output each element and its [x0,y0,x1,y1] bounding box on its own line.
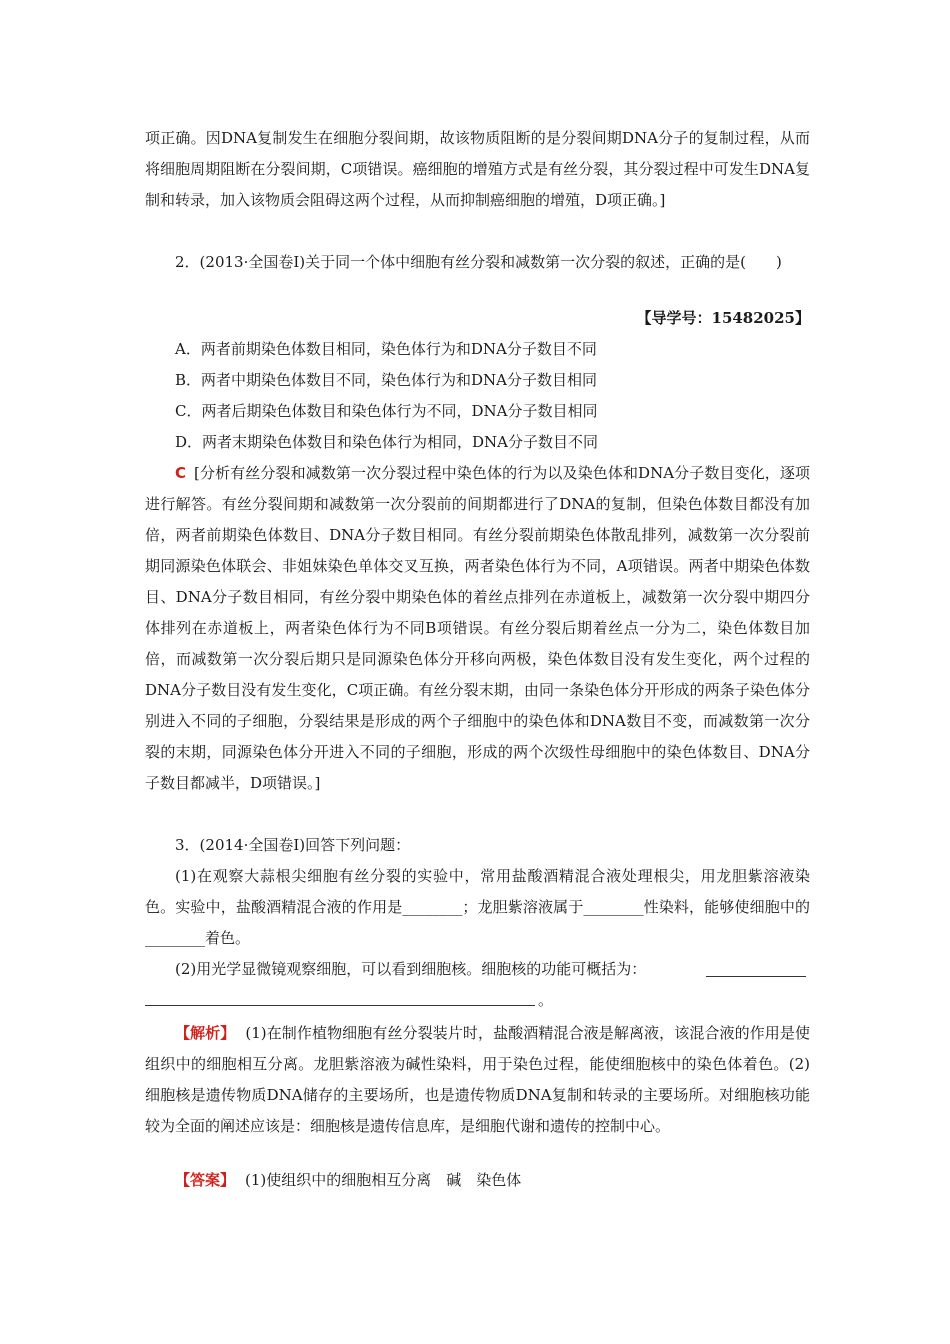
analysis-tag: 【解析】 [175,1024,236,1042]
analysis-text: [分析有丝分裂和减数第一次分裂过程中染色体的行为以及染色体和DNA分子数目变化，逐项进行解答。有丝分裂间期和减数第一次分裂前的间期都进行了DNA的复制，但染色体数目都没有加倍，两者前期染色体数目、DNA分子数目相同。有丝分裂前期染色体散乱排列，减数第一次分裂前期同源染色体联会、非姐妹染色单体交叉互换，两者染色体行为不同，A项错误。两者中期染色体数目、DNA分子数目相同，有丝分裂中期染色体的着丝点排列在赤道板上，减数第一次分裂中期四分体排列在赤道板上，两者染色体行为不同B项错误。有丝分裂后期着丝点一分为二，染色体数目加倍，而减数第一次分裂后期只是同源染色体分开移向两极，染色体数目没有发生变化，两个过程的DNA分子数目没有发生变化，C项正确。有丝分裂末期，由同一条染色体分开形成的两条子染色体分别进入不同的子细胞，分裂结果是形成的两个子细胞中的染色体和DNA数目不变，而减数第一次分裂的末期，同源染色体分开进入不同的子细胞，形成的两个次级性母细胞中的染色体数目、DNA分子数目都减半，D项错误。] [145,464,810,792]
question-2-stem: 2．(2013·全国卷Ⅰ)关于同一个体中细胞有丝分裂和减数第一次分裂的叙述，正确的是( ) [175,253,782,271]
part-2-period: 。 [538,991,554,1009]
intro-paragraph: 项正确。因DNA复制发生在细胞分裂间期，故该物质阻断的是分裂间期DNA分子的复制过程，从而将细胞周期阻断在分裂间期，C项错误。癌细胞的增殖方式是有丝分裂，其分裂过程中可发生DNA复制和转录，加入该物质会阻碍这两个过程，从而抑制癌细胞的增殖，D项正确。] [145,129,810,209]
question-3-analysis [145,1018,810,1142]
guide-number: 【导学号：15482025】 [636,309,810,327]
answer-blank-line-2 [145,1005,535,1006]
answer-tag: 【答案】 [175,1171,236,1189]
analysis-text: (1)在制作植物细胞有丝分裂装片时，盐酸酒精混合液是解离液，该混合液的作用是使组织中的细胞相互分离。龙胆紫溶液为碱性染料，用于染色过程，能使细胞核中的染色体着色。(2)细胞核是遗传物质DNA储存的主要场所，也是遗传物质DNA复制和转录的主要场所。对细胞核功能较为全面的阐述应该是：细胞核是遗传信息库，是细胞代谢和遗传的控制中心。 [145,1024,810,1135]
question-3-stem: 3．(2014·全国卷Ⅰ)回答下列问题： [175,836,411,854]
question-2-analysis [145,458,810,799]
option-b: B．两者中期染色体数目不同，染色体行为和DNA分子数目相同 [175,371,598,389]
option-d: D．两者末期染色体数目和染色体行为相同，DNA分子数目不同 [175,433,599,451]
answer-letter: C [175,464,187,482]
option-a: A．两者前期染色体数目相同，染色体行为和DNA分子数目不同 [175,340,597,358]
question-3-answer [145,1165,810,1196]
question-3-part-1: (1)在观察大蒜根尖细胞有丝分裂的实验中，常用盐酸酒精混合液处理根尖，用龙胆紫溶液染色。实验中，盐酸酒精混合液的作用是________；龙胆紫溶液属于________性染料，能够使细胞中的________着色。 [145,867,810,947]
option-c: C．两者后期染色体数目和染色体行为不同，DNA分子数目相同 [175,402,598,420]
answer-text: (1)使组织中的细胞相互分离 碱 染色体 [245,1171,522,1189]
question-3-part-2: (2)用光学显微镜观察细胞，可以看到细胞核。细胞核的功能可概括为： [175,960,647,978]
answer-blank-line-1 [706,976,806,977]
